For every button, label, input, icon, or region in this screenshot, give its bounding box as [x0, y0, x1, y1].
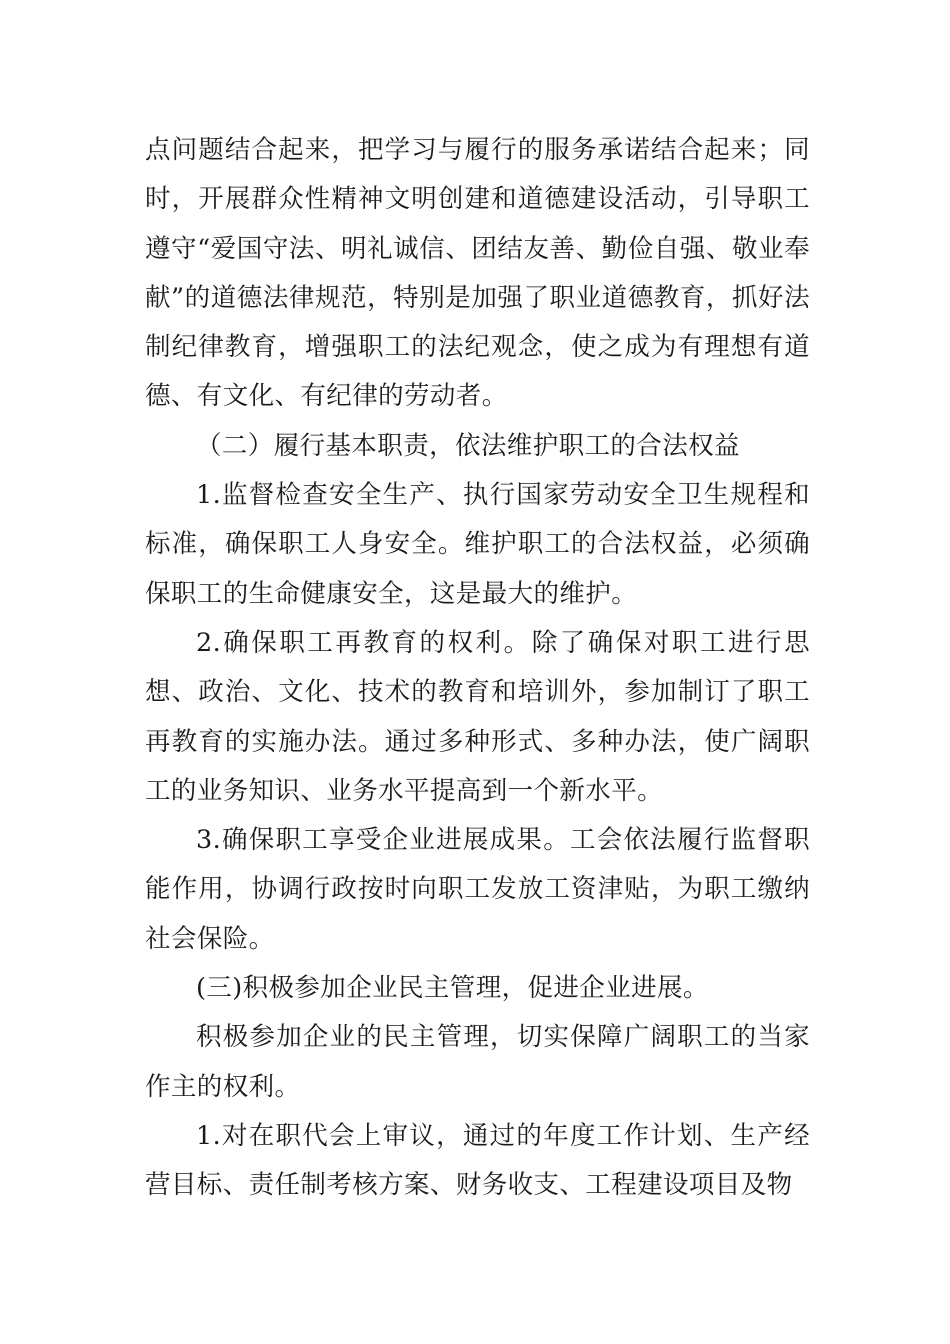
section-heading-democratic-management: (三)积极参加企业民主管理，促进企业进展。: [196, 973, 709, 1004]
paragraph-reeducation-rights: 2.确保职工再教育的权利。除了确保对职工进行思想、政治、文化、技术的教育和培训外，参加制订了职工再教育的实施办法。通过多种形式、多种办法，使广阔职工的业务知识、业务水平提高到一个新水平。: [145, 627, 810, 806]
paragraph-development-results: 3.确保职工享受企业进展成果。工会依法履行监督职能作用，协调行政按时向职工发放工资津贴，为职工缴纳社会保险。: [145, 825, 810, 954]
paragraph-moral-education: 点问题结合起来，把学习与履行的服务承诺结合起来；同时，开展群众性精神文明创建和道德建设活动，引导职工遵守“爱国守法、明礼诚信、团结友善、勤俭自强、敬业奉献”的道德法律规范，特别是加强了职业道德教育，抓好法制纪律教育，增强职工的法纪观念，使之成为有理想有道德、有文化、有纪律的劳动者。: [145, 135, 810, 412]
paragraph-congress-review: 1.对在职代会上审议，通过的年度工作计划、生产经营目标、责任制考核方案、财务收支、工程建设项目及物: [145, 1120, 810, 1201]
paragraph-democratic-management: 积极参加企业的民主管理，切实保障广阔职工的当家作主的权利。: [145, 1022, 810, 1102]
document-body: [145, 126, 810, 1211]
paragraph-safety-supervision: 1.监督检查安全生产、执行国家劳动安全卫生规程和标准，确保职工人身安全。维护职工的合法权益，必须确保职工的生命健康安全，这是最大的维护。: [145, 480, 810, 609]
section-heading-duties: （二）履行基本职责，依法维护职工的合法权益: [196, 430, 740, 461]
